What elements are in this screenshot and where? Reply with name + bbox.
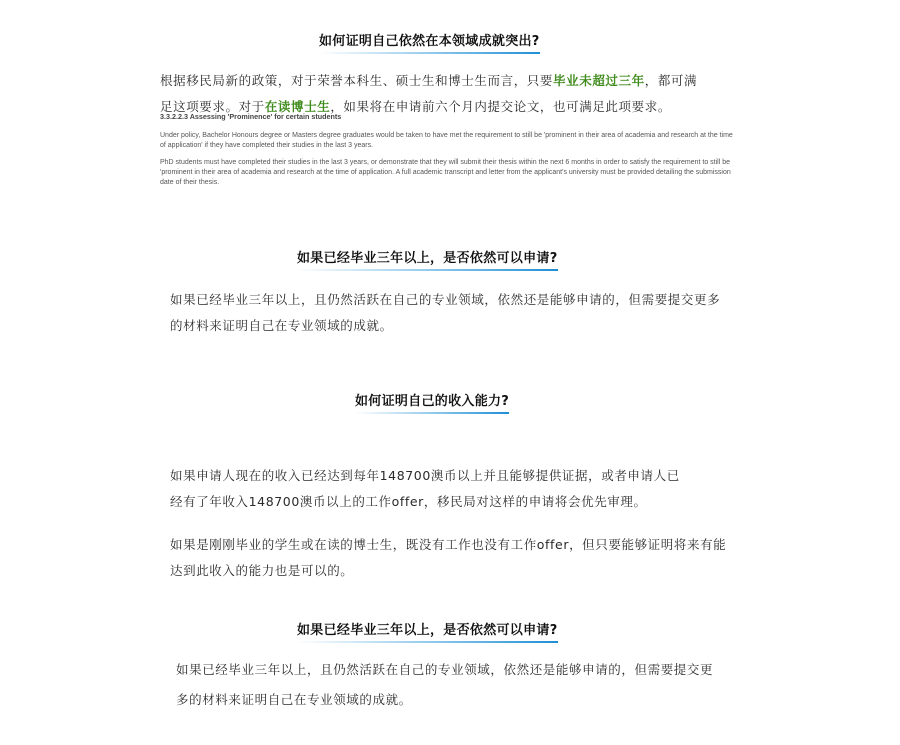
excerpt-paragraph: PhD students must have completed their studies in the last 3 years, or demonstrate that they will submit their thesis within the next 6 months in order to satisfy the requirement to still be 'prominent in their area of academia and research at the time of application. A full academic transcript and letter from the applicant's university must be provided detailing the submission date of their thesis. xyxy=(160,159,731,186)
paragraph-line: 的材料来证明自己在专业领域的成就。 xyxy=(170,318,393,333)
text-span: ，都可满 xyxy=(644,73,698,88)
paragraph-graduated xyxy=(170,287,720,339)
section-heading-income xyxy=(355,390,509,414)
section-heading-graduated-over-three-years xyxy=(297,247,558,271)
paragraph-line: 达到此收入的能力也是可以的。 xyxy=(170,563,354,578)
section-heading-text: 如果已经毕业三年以上，是否依然可以申请? xyxy=(297,623,558,638)
paragraph-graduated-repeat xyxy=(176,655,713,715)
paragraph-line: 多的材料来证明自己在专业领域的成就。 xyxy=(176,692,412,707)
excerpt-title: 3.3.2.2.3 Assessing 'Prominence' for certain students xyxy=(160,112,342,121)
paragraph-line: 如果已经毕业三年以上，且仍然活跃在自己的专业领域，依然还是能够申请的，但需要提交更 xyxy=(176,662,714,677)
highlight-text: 毕业未超过三年 xyxy=(553,73,645,88)
paragraph-income-evidence xyxy=(170,463,680,515)
section-heading-text: 如何证明自己依然在本领域成就突出? xyxy=(319,34,540,49)
section-heading-text: 如何证明自己的收入能力? xyxy=(355,394,510,409)
paragraph-line xyxy=(160,68,697,94)
policy-excerpt xyxy=(160,112,740,195)
heading-underline xyxy=(319,52,540,54)
section-heading-text: 如果已经毕业三年以上，是否依然可以申请? xyxy=(297,251,558,266)
text-span: 根据移民局新的政策，对于荣誉本科生、硕士生和博士生而言，只要 xyxy=(160,73,554,88)
highlight-text: 在读博士生 xyxy=(264,99,331,114)
section-heading-prominence xyxy=(319,30,540,54)
paragraph-income-potential xyxy=(170,532,726,584)
paragraph-line: 如果已经毕业三年以上，且仍然活跃在自己的专业领域，依然还是能够申请的，但需要提交更多 xyxy=(170,292,721,307)
heading-underline xyxy=(297,641,558,643)
heading-underline xyxy=(297,269,558,271)
excerpt-paragraph: Under policy, Bachelor Honours degree or Masters degree graduates would be taken to have met the requirement to still be 'prominent in their area of academia and research at the time of application' if they have completed their studies in the last 3 years. xyxy=(160,132,733,149)
paragraph-line: 经有了年收入148700澳币以上的工作offer，移民局对这样的申请将会优先审理。 xyxy=(170,494,647,509)
text-span: 足这项要求。对于 xyxy=(160,99,265,114)
text-span: ，如果将在申请前六个月内提交论文，也可满足此项要求。 xyxy=(330,99,671,114)
paragraph-line: 如果申请人现在的收入已经达到每年148700澳币以上并且能够提供证据，或者申请人已 xyxy=(170,468,680,483)
paragraph-line: 如果是刚刚毕业的学生或在读的博士生，既没有工作也没有工作offer，但只要能够证明将来有能 xyxy=(170,537,727,552)
section-heading-graduated-over-three-years-repeat xyxy=(297,619,558,643)
heading-underline xyxy=(355,412,509,414)
